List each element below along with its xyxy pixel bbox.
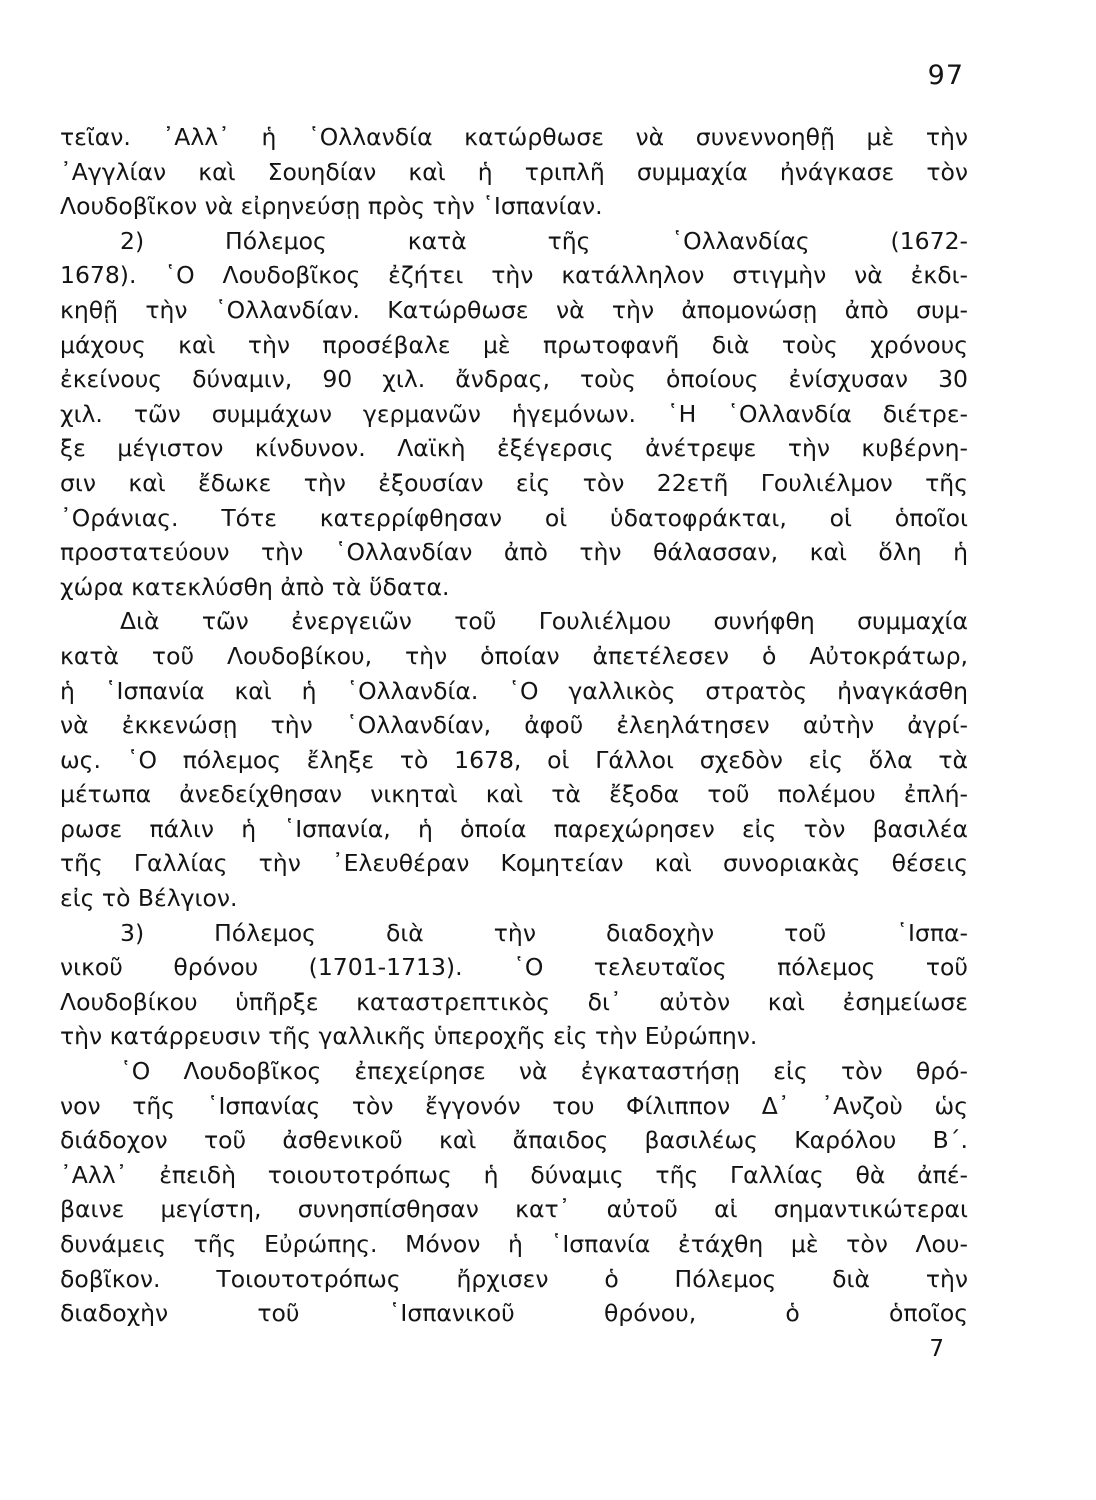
text-line: ἐκείνους δύναμιν, 90 χιλ. ἄνδρας, τοὺς ὁποίους ἐνίσχυσαν 30 — [60, 365, 968, 394]
text-line: ξε μέγιστον κίνδυνον. Λαϊκὴ ἐξέγερσις ἀνέτρεψε τὴν κυβέρνη- — [60, 434, 968, 463]
text-line: τὴν κατάρρευσιν τῆς γαλλικῆς ὑπεροχῆς εἰς τὴν Εὐρώπην. — [60, 1022, 758, 1051]
text-line: μάχους καὶ τὴν προσέβαλε μὲ πρωτοφανῆ διὰ τοὺς χρόνους — [60, 330, 968, 359]
text-line: κηθῇ τὴν ῾Ολλανδίαν. Κατώρθωσε νὰ τὴν ἀπομονώσῃ ἀπὸ συμ- — [60, 295, 968, 324]
text-line: εἰς τὸ Βέλγιον. — [60, 884, 238, 913]
text-line: τῆς Γαλλίας τὴν ᾿Ελευθέραν Κομητείαν καὶ συνοριακὰς θέσεις — [60, 849, 968, 878]
body-text — [60, 120, 968, 1331]
text-line: τεῖαν. ᾿Αλλ᾿ ἡ ῾Ολλανδία κατώρθωσε νὰ συνεννοηθῇ μὲ τὴν — [60, 123, 968, 151]
text-line: νον τῆς ῾Ισπανίας τὸν ἔγγονόν του Φίλιππον Δ᾿ ᾿Ανζοὺ ὡς — [60, 1091, 968, 1120]
text-line: μέτωπα ἀνεδείχθησαν νικηταὶ καὶ τὰ ἔξοδα τοῦ πολέμου ἐπλή- — [60, 780, 968, 809]
text-line: ᾿Οράνιας. Τότε κατερρίφθησαν οἱ ὑδατοφράκται, οἱ ὁποῖοι — [60, 503, 968, 532]
text-line: ᾿Αλλ᾿ ἐπειδὴ τοιουτοτρόπως ἡ δύναμις τῆς Γαλλίας θὰ ἀπέ- — [60, 1160, 968, 1189]
text-line: χιλ. τῶν συμμάχων γερμανῶν ἡγεμόνων. ῾Η ῾Ολλανδία διέτρε- — [60, 399, 968, 428]
text-line: χώρα κατεκλύσθη ἀπὸ τὰ ὕδατα. — [60, 572, 450, 601]
text-line: Διὰ τῶν ἐνεργειῶν τοῦ Γουλιέλμου συνήφθη συμμαχία — [120, 607, 968, 636]
section-heading-line: 3) Πόλεμος διὰ τὴν διαδοχὴν τοῦ ῾Ισπα- — [120, 918, 968, 947]
text-line: διαδοχὴν τοῦ ῾Ισπανικοῦ θρόνου, ὁ ὁποῖος — [60, 1299, 968, 1328]
text-line: ρωσε πάλιν ἡ ῾Ισπανία, ἡ ὁποία παρεχώρησεν εἰς τὸν βασιλέα — [60, 814, 968, 843]
text-line: Λουδοβίκου ὑπῆρξε καταστρεπτικὸς δι᾿ αὐτὸν καὶ ἐσημείωσε — [60, 987, 968, 1016]
text-line: ῾Ο Λουδοβῖκος ἐπεχείρησε νὰ ἐγκαταστήσῃ εἰς τὸν θρό- — [120, 1057, 968, 1086]
text-line: σιν καὶ ἔδωκε τὴν ἐξουσίαν εἰς τὸν 22ετῆ Γουλιέλμον τῆς — [60, 468, 968, 497]
text-line: νικοῦ θρόνου (1701-1713). ῾Ο τελευταῖος πόλεμος τοῦ — [60, 953, 968, 982]
text-line: ᾿Αγγλίαν καὶ Σουηδίαν καὶ ἡ τριπλῆ συμμαχία ἠνάγκασε τὸν — [60, 157, 968, 186]
text-line: διάδοχον τοῦ ἀσθενικοῦ καὶ ἄπαιδος βασιλέως Καρόλου Β΄. — [60, 1126, 968, 1155]
text-line: δοβῖκον. Τοιουτοτρόπως ἤρχισεν ὁ Πόλεμος διὰ τὴν — [60, 1264, 968, 1293]
text-line: ως. ῾Ο πόλεμος ἔληξε τὸ 1678, οἱ Γάλλοι σχεδὸν εἰς ὅλα τὰ — [60, 745, 968, 774]
text-line: νὰ ἐκκενώσῃ τὴν ῾Ολλανδίαν, ἀφοῦ ἐλεηλάτησεν αὐτὴν ἀγρί- — [60, 711, 968, 740]
text-line: προστατεύουν τὴν ῾Ολλανδίαν ἀπὸ τὴν θάλασσαν, καὶ ὅλη ἡ — [60, 538, 968, 567]
text-line: Λουδοβῖκον νὰ εἰρηνεύσῃ πρὸς τὴν ῾Ισπανίαν. — [60, 192, 603, 221]
text-line: κατὰ τοῦ Λουδοβίκου, τὴν ὁποίαν ἀπετέλεσεν ὁ Αὐτοκράτωρ, — [60, 641, 968, 670]
section-heading-line: 2) Πόλεμος κατὰ τῆς ῾Ολλανδίας (1672- — [120, 226, 968, 255]
text-line: βαινε μεγίστη, συνησπίσθησαν κατ᾿ αὐτοῦ αἱ σημαντικώτεραι — [60, 1195, 968, 1224]
text-line: δυνάμεις τῆς Εὐρώπης. Μόνον ἡ ῾Ισπανία ἐτάχθη μὲ τὸν Λου- — [60, 1230, 968, 1258]
text-line: 1678). ῾Ο Λουδοβῖκος ἐζήτει τὴν κατάλληλον στιγμὴν νὰ ἐκδι- — [60, 261, 968, 290]
text-line: ἡ ῾Ισπανία καὶ ἡ ῾Ολλανδία. ῾Ο γαλλικὸς στρατὸς ἠναγκάσθη — [60, 676, 968, 705]
page-number: 97 — [927, 60, 964, 91]
signature-mark: 7 — [929, 1336, 944, 1362]
